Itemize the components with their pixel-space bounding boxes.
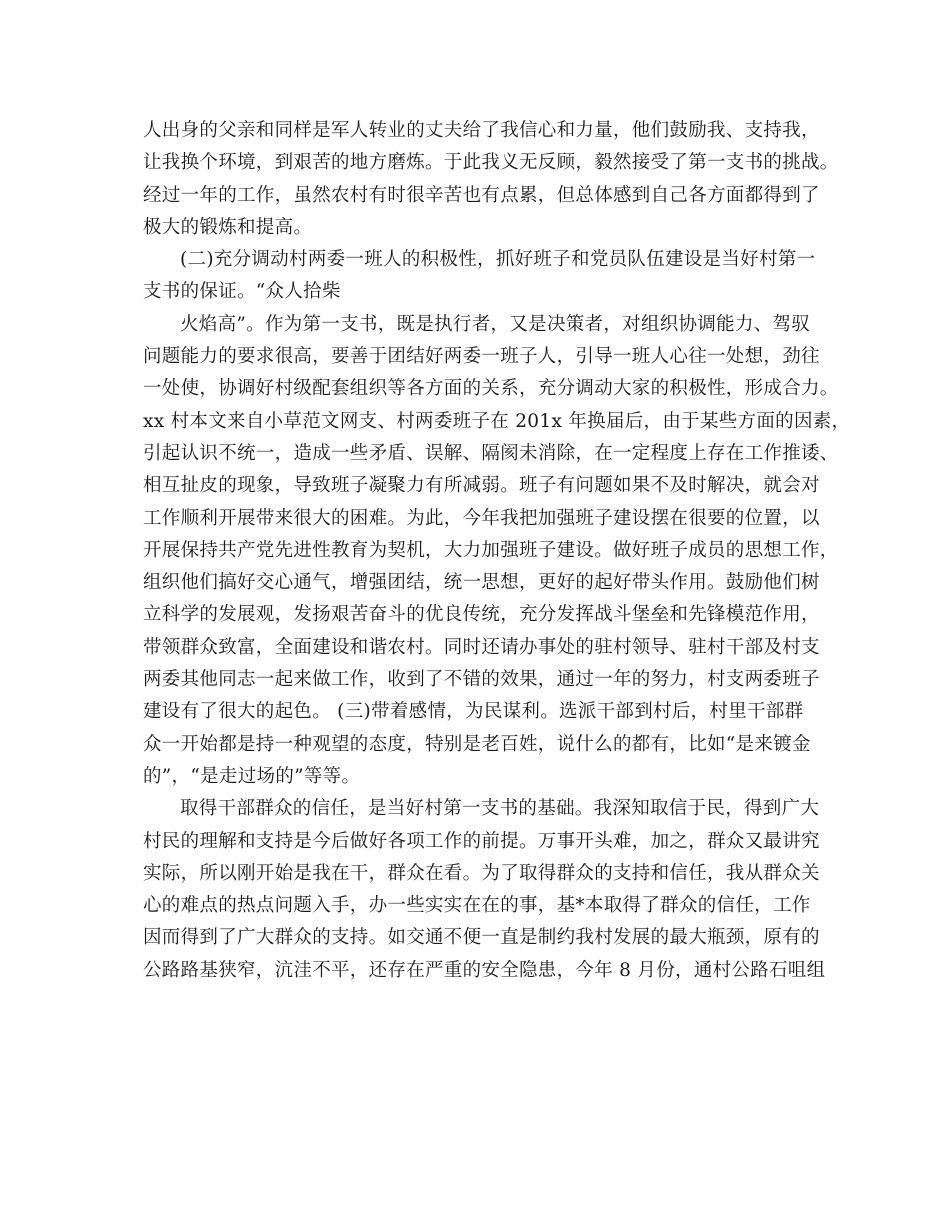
text-line: 的”，“是走过场的”等等。 [143, 765, 361, 787]
text-line: 引起认识不统一，造成一些矛盾、误解、隔阂未消除，在一定程度上存在工作推诿、 [143, 442, 839, 464]
text-line: 工作顺利开展带来很大的困难。为此，今年我把加强班子建设摆在很要的位置，以 [143, 507, 820, 529]
text-line: 因而得到了广大群众的支持。如交通不便一直是制约我村发展的最大瓶颈，原有的 [143, 927, 820, 949]
text-line: 心的难点的热点问题入手，办一些实实在在的事，基*本取得了群众的信任，工作 [143, 895, 811, 917]
document-body [143, 115, 851, 987]
text-line: 让我换个环境，到艰苦的地方磨炼。于此我义无反顾，毅然接受了第一支书的挑战。 [143, 152, 839, 174]
text-line: 立科学的发展观，发扬艰苦奋斗的优良传统，充分发挥战斗堡垒和先锋模范作用， [143, 604, 820, 626]
text-line: (二)充分调动村两委一班人的积极性，抓好班子和党员队伍建设是当好村第一 [180, 249, 816, 271]
text-line: 火焰高”。作为第一支书，既是执行者，又是决策者，对组织协调能力、驾驭 [180, 313, 811, 335]
text-line: 人出身的父亲和同样是军人转业的丈夫给了我信心和力量，他们鼓励我、支持我， [143, 120, 820, 141]
text-line: 问题能力的要求很高，要善于团结好两委一班子人，引导一班人心往一处想，劲往 [143, 346, 820, 368]
text-line: 建设有了很大的起色。 (三)带着感情，为民谋利。选派干部到村后，村里干部群 [143, 701, 804, 723]
text-line: 村民的理解和支持是今后做好各项工作的前提。万事开头难，加之，群众又最讲究 [143, 830, 820, 852]
text-line: 组织他们搞好交心通气，增强团结，统一思想，更好的起好带头作用。鼓励他们树 [143, 572, 820, 594]
text-line: 支书的保证。“众人拾柴 [143, 281, 341, 303]
text-line: 取得干部群众的信任，是当好村第一支书的基础。我深知取信于民，得到广大 [180, 798, 820, 820]
text-line: 实际，所以刚开始是我在干，群众在看。为了取得群众的支持和信任，我从群众关 [143, 862, 820, 884]
text-line: 两委其他同志一起来做工作，收到了不错的效果，通过一年的努力，村支两委班子 [143, 669, 820, 691]
text-line: 一处使，协调好村级配套组织等各方面的关系，充分调动大家的积极性，形成合力。 [143, 378, 839, 400]
text-line: 公路路基狭窄，沆洼不平，还存在严重的安全隐患，今年 8 月份，通村公路石咀组 [143, 959, 826, 981]
text-line: 极大的锻炼和提高。 [143, 216, 313, 238]
text-line: 开展保持共产党先进性教育为契机，大力加强班子建设。做好班子成员的思想工作， [143, 539, 839, 561]
text-line: xx 村本文来自小草范文网支、村两委班子在 201x 年换届后，由于某些方面的因素， [143, 410, 851, 432]
text-line: 带领群众致富，全面建设和谐农村。同时还请办事处的驻村领导、驻村干部及村支 [143, 636, 820, 658]
text-line: 经过一年的工作，虽然农村有时很辛苦也有点累，但总体感到自己各方面都得到了 [143, 184, 820, 206]
text-line: 相互扯皮的现象，导致班子凝聚力有所减弱。班子有问题如果不及时解决，就会对 [143, 475, 820, 497]
text-line: 众一开始都是持一种观望的态度，特别是老百姓，说什么的都有，比如“是来镀金 [143, 733, 811, 755]
